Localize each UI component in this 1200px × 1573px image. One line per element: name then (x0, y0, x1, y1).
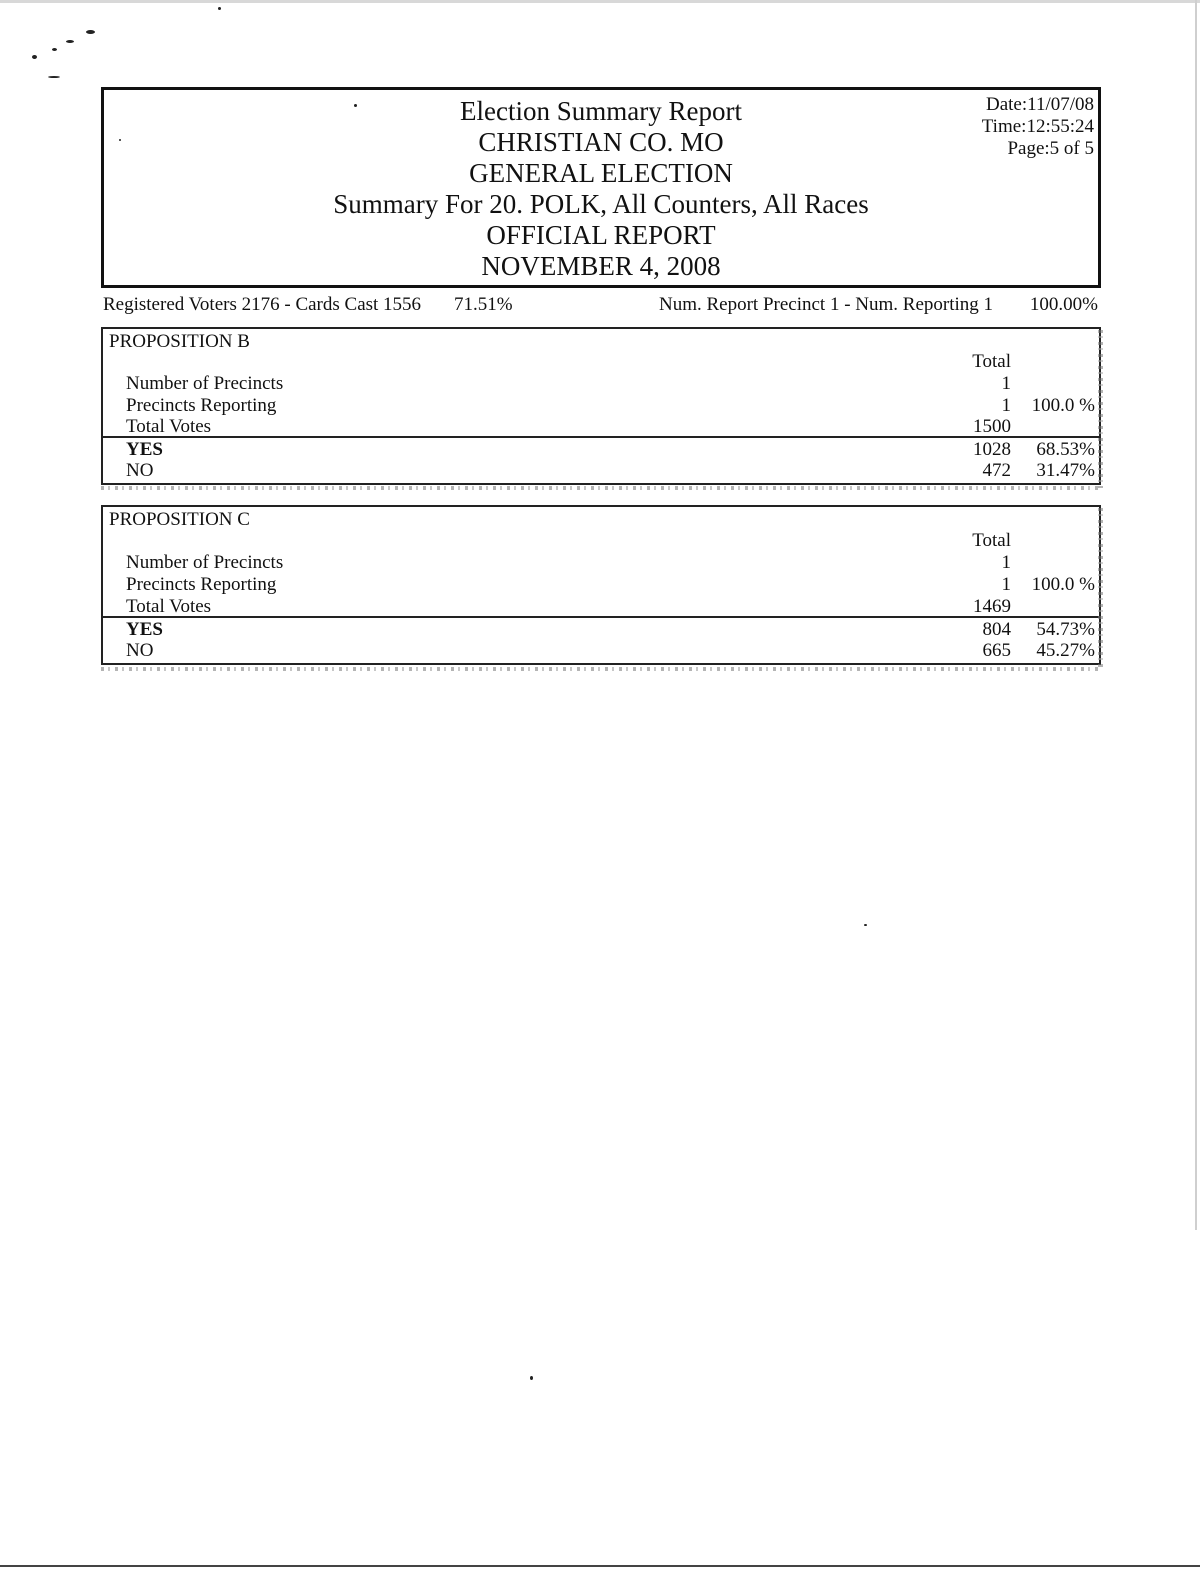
row-percent: 54.73% (1036, 619, 1095, 640)
stats-line (103, 294, 1098, 318)
row-label: Number of Precincts (126, 373, 284, 394)
scan-noise (101, 667, 1101, 671)
table-row (103, 373, 1099, 395)
table-row (103, 439, 1099, 461)
election-name: GENERAL ELECTION (469, 158, 733, 188)
row-label: Precincts Reporting (126, 395, 277, 416)
row-label: YES (126, 439, 163, 460)
scan-noise (101, 486, 1101, 490)
row-total: 1 (1001, 373, 1011, 394)
row-total: 1469 (973, 596, 1011, 617)
row-label: Total Votes (126, 416, 212, 437)
header-titles (104, 96, 1098, 282)
scan-edge-right (1195, 0, 1197, 1230)
row-percent: 100.0 % (1031, 574, 1095, 595)
table-row (103, 416, 1099, 438)
scan-speck (864, 924, 867, 926)
row-percent: 100.0 % (1031, 395, 1095, 416)
county-name: CHRISTIAN CO. MO (478, 127, 724, 157)
report-date: Date:11/07/08 (986, 94, 1094, 115)
proposition-title: PROPOSITION B (109, 331, 250, 352)
report-status: OFFICIAL REPORT (486, 220, 716, 250)
proposition-c-box (101, 505, 1101, 665)
row-percent: 31.47% (1036, 460, 1095, 481)
row-label: YES (126, 619, 163, 640)
table-row (103, 460, 1099, 482)
row-total: 1 (1001, 552, 1011, 573)
row-label: NO (126, 640, 154, 661)
total-column-header: Total (972, 530, 1011, 551)
scan-noise (1098, 330, 1103, 488)
header-meta (982, 94, 1094, 160)
scan-speck (86, 30, 95, 34)
total-header-row (103, 530, 1099, 552)
row-total: 804 (982, 619, 1011, 640)
table-row (103, 574, 1099, 596)
row-label: Precincts Reporting (126, 574, 277, 595)
row-total: 1 (1001, 395, 1011, 416)
scan-edge-top (0, 0, 1200, 3)
table-row (103, 395, 1099, 417)
row-total: 472 (982, 460, 1011, 481)
scan-noise (1098, 508, 1103, 668)
total-header-row (103, 351, 1099, 373)
scan-speck (48, 76, 60, 78)
row-label: NO (126, 460, 154, 481)
proposition-b-box (101, 327, 1101, 485)
divider (103, 616, 1099, 618)
row-label: Total Votes (126, 596, 212, 617)
page-number: Page:5 of 5 (1007, 138, 1094, 159)
table-row (103, 552, 1099, 574)
reporting-status: Num. Report Precinct 1 - Num. Reporting 1 (659, 294, 994, 315)
table-row (103, 640, 1099, 662)
table-row (103, 619, 1099, 641)
row-total: 1500 (973, 416, 1011, 437)
total-column-header: Total (972, 351, 1011, 372)
scan-speck (66, 40, 74, 43)
table-row (103, 596, 1099, 618)
registered-voters: Registered Voters 2176 - Cards Cast 1556 (103, 294, 422, 315)
reporting-percent: 100.00% (1029, 294, 1098, 315)
row-total: 1028 (973, 439, 1011, 460)
row-label: Number of Precincts (126, 552, 284, 573)
report-time: Time:12:55:24 (981, 116, 1094, 137)
row-percent: 45.27% (1036, 640, 1095, 661)
summary-line: Summary For 20. POLK, All Counters, All Races (333, 189, 869, 219)
scan-speck (52, 48, 57, 51)
report-title: Election Summary Report (460, 96, 742, 126)
election-date: NOVEMBER 4, 2008 (481, 251, 721, 281)
row-total: 1 (1001, 574, 1011, 595)
proposition-title: PROPOSITION C (109, 509, 250, 530)
scan-speck (530, 1376, 533, 1380)
row-percent: 68.53% (1036, 439, 1095, 460)
row-total: 665 (982, 640, 1011, 661)
scan-speck (218, 7, 221, 10)
scan-speck (32, 55, 37, 59)
scan-edge-bottom (0, 1565, 1200, 1567)
turnout-percent: 71.51% (454, 294, 513, 315)
divider (103, 436, 1099, 438)
report-header (101, 87, 1101, 288)
